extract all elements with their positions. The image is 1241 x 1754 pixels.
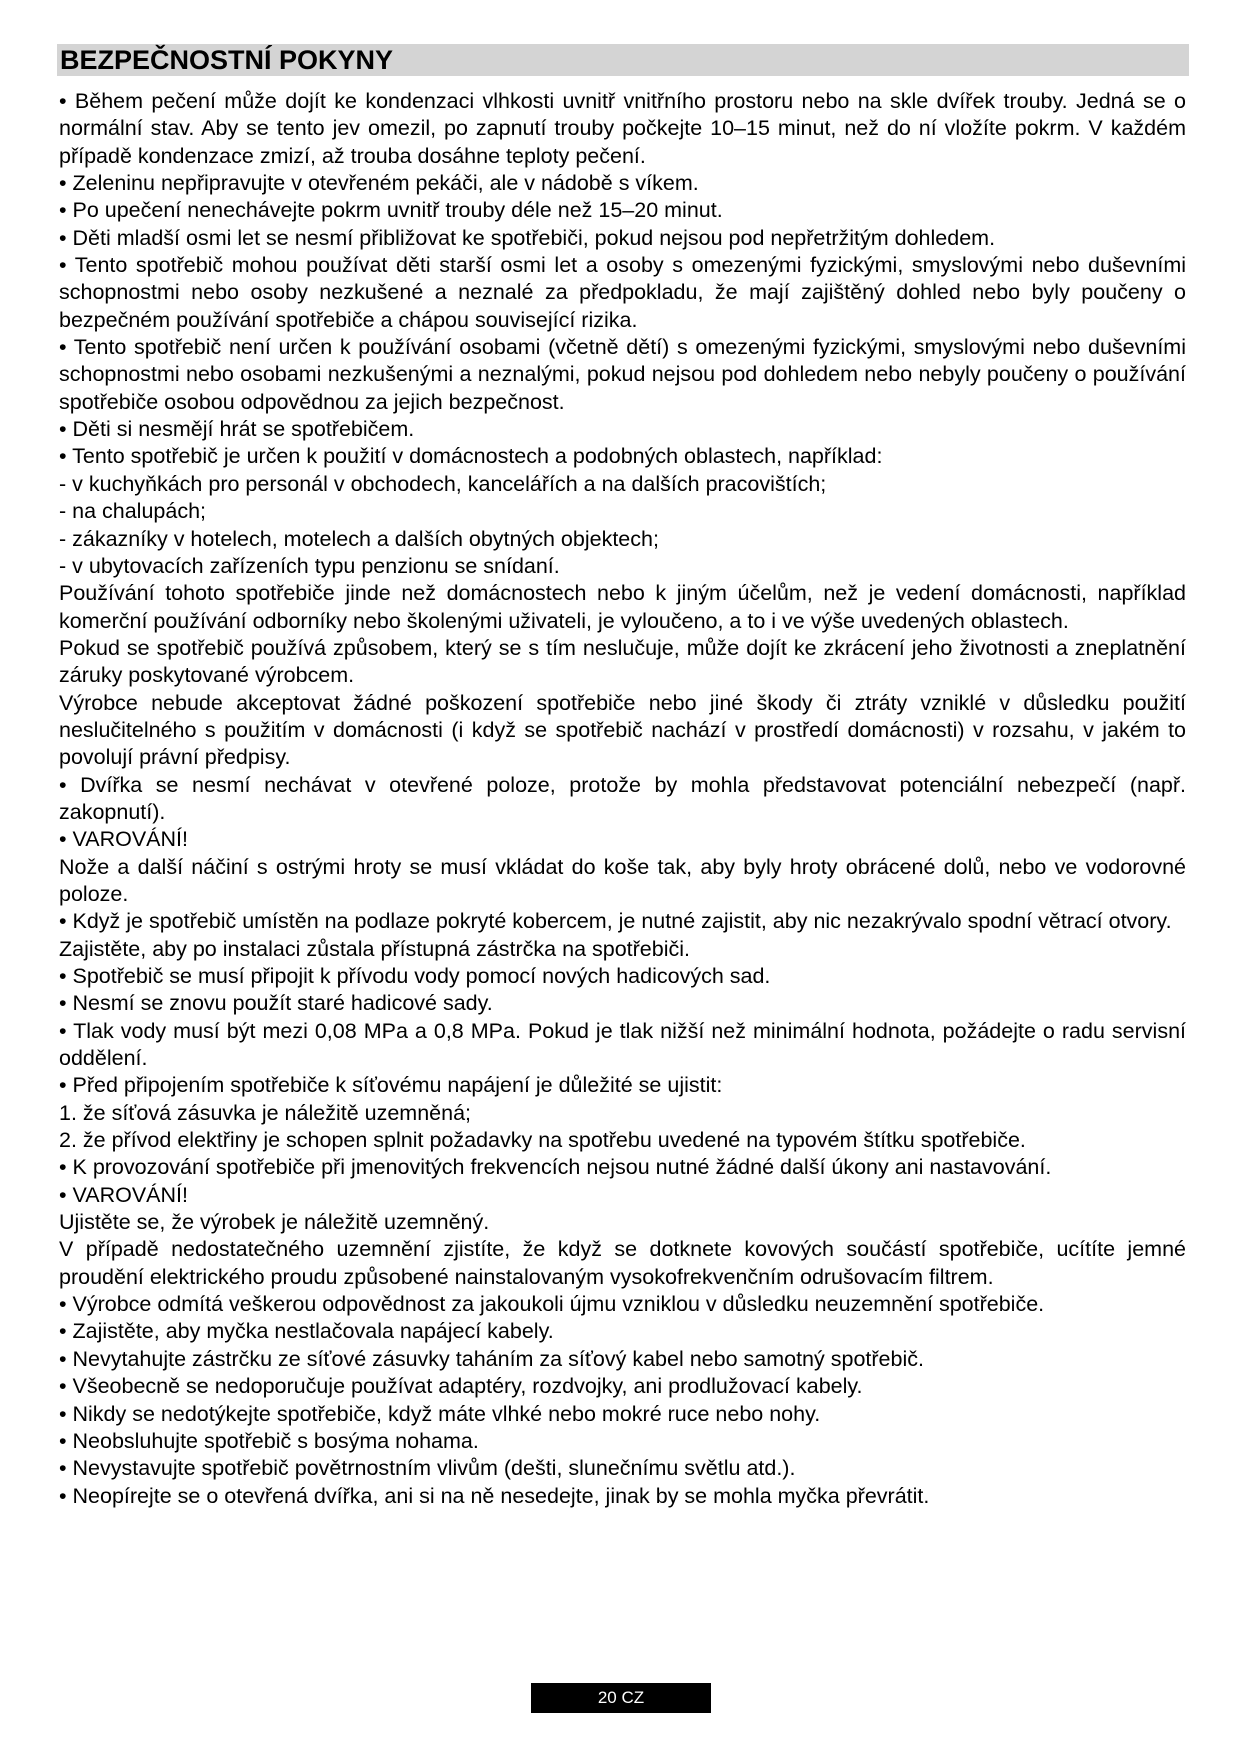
list-item: - v ubytovacích zařízeních typu penzionu se snídaní.: [59, 553, 560, 578]
warning-label: • VAROVÁNÍ!: [59, 1182, 188, 1207]
paragraph: • Nikdy se nedotýkejte spotřebiče, když máte vlhké nebo mokré ruce nebo nohy.: [59, 1401, 821, 1426]
paragraph: • Děti mladší osmi let se nesmí přibližovat ke spotřebiči, pokud nejsou pod nepřetržitým dohledem.: [59, 225, 996, 250]
list-item: - v kuchyňkách pro personál v obchodech, kancelářích a na dalších pracovištích;: [59, 471, 827, 496]
list-item: - zákazníky v hotelech, motelech a dalších obytných objektech;: [59, 526, 659, 551]
warning-label: • VAROVÁNÍ!: [59, 827, 188, 852]
paragraph: • Neobsluhujte spotřebič s bosýma nohama.: [59, 1428, 479, 1453]
paragraph: • Tento spotřebič mohou používat děti starší osmi let a osoby s omezenými fyzickými, smyslovými nebo duševními schopnostmi nebo osoby nezkušené a neznalé za předpokladu, že mají zajištěný dohled nebo byly poučeny o bezpečném používání spotřebiče a chápou související rizika.: [59, 253, 1186, 332]
page-number: 20 CZ: [531, 1683, 711, 1713]
paragraph: • Během pečení může dojít ke kondenzaci vlhkosti uvnitř vnitřního prostoru nebo na skle dvířek trouby. Jedná se o normální stav. Aby se tento jev omezil, po zapnutí trouby počkejte 10–15 minut, než do ní vložíte pokrm. V každém případě kondenzace zmizí, až trouba dosáhne teploty pečení.: [59, 89, 1186, 168]
paragraph: • Před připojením spotřebiče k síťovému napájení je důležité se ujistit:: [59, 1073, 723, 1098]
paragraph: V případě nedostatečného uzemnění zjistíte, že když se dotknete kovových součástí spotřebiče, ucítíte jemné proudění elektrického proudu způsobené nainstalovaným vysokofrekvenčním odrušovacím filtrem.: [59, 1237, 1186, 1289]
paragraph: • Dvířka se nesmí nechávat v otevřené poloze, protože by mohla představovat potenciální nebezpečí (např. zakopnutí).: [59, 772, 1186, 824]
paragraph: • Nesmí se znovu použít staré hadicové sady.: [59, 991, 493, 1016]
paragraph: • Neopírejte se o otevřená dvířka, ani si na ně nesedejte, jinak by se mohla myčka převrátit.: [59, 1483, 930, 1508]
paragraph: Pokud se spotřebič používá způsobem, který se s tím neslučuje, může dojít ke zkrácení jeho životnosti a zneplatnění záruky poskytované výrobcem.: [59, 635, 1186, 688]
list-item: 1. že síťová zásuvka je náležitě uzemněná;: [59, 1100, 472, 1125]
paragraph: • Tento spotřebič je určen k použití v domácnostech a podobných oblastech, například:: [59, 444, 883, 469]
paragraph: • Když je spotřebič umístěn na podlaze pokryté kobercem, je nutné zajistit, aby nic nezakrývalo spodní větrací otvory.: [59, 909, 1172, 934]
paragraph: • Po upečení nenechávejte pokrm uvnitř trouby déle než 15–20 minut.: [59, 198, 723, 223]
paragraph: • Zajistěte, aby myčka nestlačovala napájecí kabely.: [59, 1319, 554, 1344]
paragraph: • Nevystavujte spotřebič povětrnostním vlivům (dešti, slunečnímu světlu atd.).: [59, 1456, 796, 1481]
paragraph: • Tlak vody musí být mezi 0,08 MPa a 0,8 MPa. Pokud je tlak nižší než minimální hodnota, požádejte o radu servisní oddělení.: [59, 1018, 1186, 1071]
paragraph: Zajistěte, aby po instalaci zůstala přístupná zástrčka na spotřebiči.: [59, 936, 690, 961]
paragraph: • Nevytahujte zástrčku ze síťové zásuvky taháním za síťový kabel nebo samotný spotřebič.: [59, 1346, 924, 1371]
paragraph: Používání tohoto spotřebiče jinde než domácnostech nebo k jiným účelům, než je vedení domácnosti, například komerční používání odborníky nebo školenými uživateli, je vyloučeno, a to i ve výše uvedených oblastech.: [59, 581, 1186, 633]
paragraph: • K provozování spotřebiče při jmenovitých frekvencích nejsou nutné žádné další úkony ani nastavování.: [59, 1155, 1052, 1180]
paragraph: Ujistěte se, že výrobek je náležitě uzemněný.: [59, 1210, 490, 1235]
paragraph: • Všeobecně se nedoporučuje používat adaptéry, rozdvojky, ani prodlužovací kabely.: [59, 1374, 863, 1399]
section-heading: BEZPEČNOSTNÍ POKYNY: [57, 44, 1189, 76]
paragraph: Výrobce nebude akceptovat žádné poškození spotřebiče nebo jiné škody či ztráty vzniklé v důsledku použití neslučitelného s použitím v domácnosti (i když se spotřebič nachází v prostředí domácnosti) v rozsahu, v jakém to povolují právní předpisy.: [59, 690, 1186, 770]
paragraph: Nože a další náčiní s ostrými hroty se musí vkládat do koše tak, aby byly hroty obrácené dolů, nebo ve vodorovné poloze.: [59, 854, 1186, 906]
list-item: - na chalupách;: [59, 499, 207, 524]
paragraph: • Děti si nesmějí hrát se spotřebičem.: [59, 417, 415, 442]
paragraph: • Tento spotřebič není určen k používání osobami (včetně dětí) s omezenými fyzickými, smyslovými nebo duševními schopnostmi nebo osobami nezkušenými a neznalými, pokud nejsou pod dohledem nebo nebyly poučeny o používání spotřebiče osobou odpovědnou za jejich bezpečnost.: [59, 335, 1186, 414]
safety-instructions-body: [59, 88, 1186, 1510]
list-item: 2. že přívod elektřiny je schopen splnit požadavky na spotřebu uvedené na typovém štítku spotřebiče.: [59, 1128, 1026, 1153]
paragraph: • Zeleninu nepřipravujte v otevřeném pekáči, ale v nádobě s víkem.: [59, 171, 699, 196]
paragraph: • Výrobce odmítá veškerou odpovědnost za jakoukoli újmu vzniklou v důsledku neuzemnění spotřebiče.: [59, 1292, 1045, 1317]
paragraph: • Spotřebič se musí připojit k přívodu vody pomocí nových hadicových sad.: [59, 964, 771, 988]
